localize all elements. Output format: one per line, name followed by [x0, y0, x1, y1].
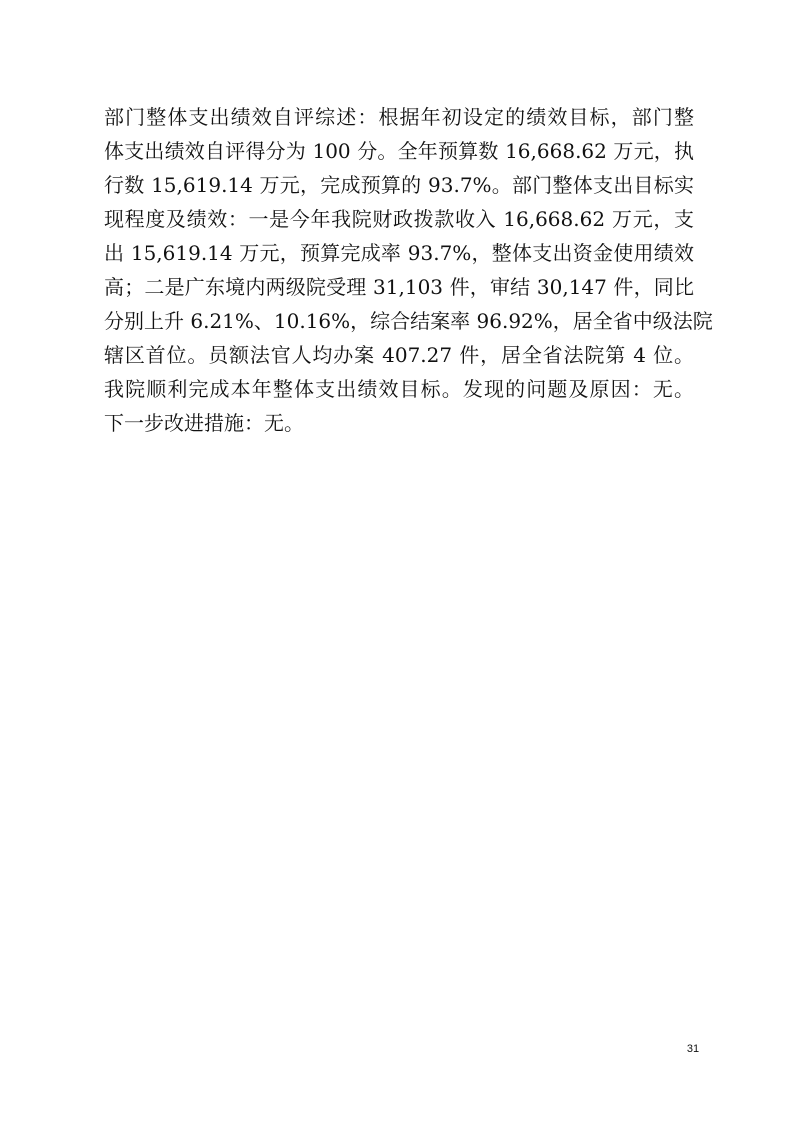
paragraph-line: 现程度及绩效：一是今年我院财政拨款收入 16,668.62 万元，支	[104, 207, 694, 231]
paragraph-line: 我院顺利完成本年整体支出绩效目标。发现的问题及原因：无。	[104, 377, 694, 401]
paragraph-line: 部门整体支出绩效自评综述：根据年初设定的绩效目标，部门整	[104, 105, 694, 129]
paragraph-line: 行数 15,619.14 万元，完成预算的 93.7%。部门整体支出目标实	[104, 173, 694, 197]
paragraph-line: 高；二是广东境内两级院受理 31,103 件，审结 30,147 件，同比	[104, 275, 694, 299]
paragraph-line: 分别上升 6.21%、10.16%，综合结案率 96.92%，居全省中级法院	[104, 309, 713, 333]
body-paragraph	[104, 100, 713, 440]
paragraph-line: 出 15,619.14 万元，预算完成率 93.7%，整体支出资金使用绩效	[104, 241, 694, 265]
page-number: 31	[686, 1043, 700, 1055]
paragraph-line: 下一步改进措施：无。	[104, 411, 304, 435]
paragraph-line: 体支出绩效自评得分为 100 分。全年预算数 16,668.62 万元，执	[104, 139, 694, 163]
paragraph-line: 辖区首位。员额法官人均办案 407.27 件，居全省法院第 4 位。	[104, 343, 694, 367]
